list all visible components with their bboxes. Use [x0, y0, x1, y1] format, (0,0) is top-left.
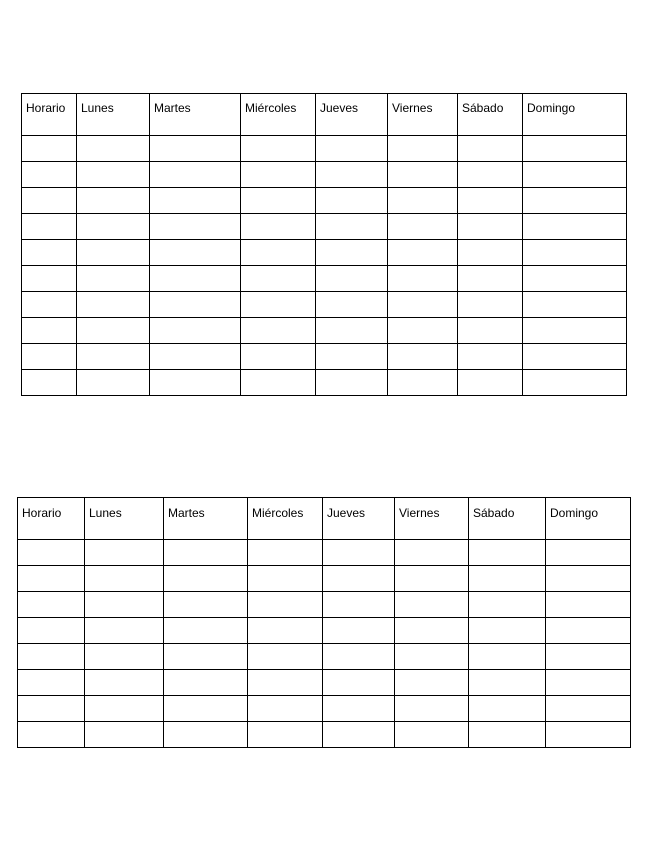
header-cell [388, 94, 458, 136]
table-cell [323, 618, 395, 644]
table-cell [323, 670, 395, 696]
table-cell [388, 214, 458, 240]
table-cell [523, 292, 627, 318]
table-row [18, 722, 631, 748]
header-label-sabado: Sábado [473, 506, 515, 520]
table-row [18, 618, 631, 644]
table-cell [316, 318, 388, 344]
header-cell [469, 498, 546, 540]
table-cell [248, 722, 323, 748]
header-cell [241, 94, 316, 136]
table-cell [523, 188, 627, 214]
table-cell [323, 722, 395, 748]
table-cell [395, 644, 469, 670]
table-cell [150, 370, 241, 396]
header-cell [523, 94, 627, 136]
table-cell [85, 566, 164, 592]
table-cell [248, 566, 323, 592]
table-header-row [22, 94, 627, 136]
table-cell [77, 188, 150, 214]
table-cell [150, 214, 241, 240]
table-cell [241, 214, 316, 240]
table-cell [458, 344, 523, 370]
table-cell [316, 162, 388, 188]
table-cell [248, 540, 323, 566]
table-cell [22, 266, 77, 292]
table-cell [85, 592, 164, 618]
table-body [18, 540, 631, 748]
table-cell [77, 136, 150, 162]
header-cell [18, 498, 85, 540]
table-cell [22, 214, 77, 240]
table-cell [241, 188, 316, 214]
table-cell [546, 592, 631, 618]
table-cell [323, 592, 395, 618]
table-cell [523, 344, 627, 370]
table-row [22, 162, 627, 188]
table-row [22, 370, 627, 396]
table-cell [150, 162, 241, 188]
table-cell [523, 370, 627, 396]
table-cell [22, 240, 77, 266]
table-cell [241, 344, 316, 370]
table-row [22, 318, 627, 344]
table-cell [523, 240, 627, 266]
header-cell [458, 94, 523, 136]
header-label-lunes: Lunes [89, 506, 122, 520]
table-cell [546, 722, 631, 748]
header-label-jueves: Jueves [320, 101, 359, 115]
table-cell [85, 540, 164, 566]
table-cell [18, 670, 85, 696]
table-cell [22, 292, 77, 318]
table-cell [241, 162, 316, 188]
table-row [18, 644, 631, 670]
header-cell [546, 498, 631, 540]
table-cell [395, 592, 469, 618]
header-label-viernes: Viernes [399, 506, 440, 520]
table-cell [388, 370, 458, 396]
table-cell [77, 240, 150, 266]
table-cell [18, 592, 85, 618]
table-cell [523, 136, 627, 162]
table-row [18, 696, 631, 722]
table-cell [18, 696, 85, 722]
table-cell [77, 214, 150, 240]
table-cell [458, 188, 523, 214]
table-cell [18, 644, 85, 670]
table-cell [316, 188, 388, 214]
table-row [22, 188, 627, 214]
table-cell [316, 240, 388, 266]
header-label-domingo: Domingo [550, 506, 599, 520]
table-cell [523, 318, 627, 344]
header-cell [85, 498, 164, 540]
header-cell [150, 94, 241, 136]
table-cell [469, 696, 546, 722]
table-cell [458, 136, 523, 162]
table-cell [523, 266, 627, 292]
table-cell [248, 592, 323, 618]
table-cell [150, 344, 241, 370]
table-cell [458, 370, 523, 396]
table-cell [164, 644, 248, 670]
table-cell [323, 644, 395, 670]
table-cell [150, 266, 241, 292]
table-cell [18, 722, 85, 748]
table-row [22, 292, 627, 318]
table-cell [248, 670, 323, 696]
table-cell [22, 188, 77, 214]
header-label-lunes: Lunes [81, 101, 114, 115]
table-cell [85, 618, 164, 644]
table-cell [22, 344, 77, 370]
table-cell [164, 722, 248, 748]
table-cell [85, 696, 164, 722]
table-cell [248, 618, 323, 644]
table-cell [546, 566, 631, 592]
table-cell [388, 344, 458, 370]
table-row [22, 266, 627, 292]
header-cell [323, 498, 395, 540]
table-cell [388, 318, 458, 344]
table-cell [469, 566, 546, 592]
table-cell [469, 540, 546, 566]
header-cell [248, 498, 323, 540]
table-cell [316, 266, 388, 292]
table-cell [18, 540, 85, 566]
table-cell [77, 370, 150, 396]
table-cell [18, 566, 85, 592]
table-cell [523, 214, 627, 240]
table-cell [388, 266, 458, 292]
table-row [18, 566, 631, 592]
table-cell [150, 318, 241, 344]
table-cell [395, 670, 469, 696]
header-label-martes: Martes [168, 506, 205, 520]
table-cell [546, 644, 631, 670]
table-cell [164, 566, 248, 592]
table-cell [395, 566, 469, 592]
table-cell [388, 292, 458, 318]
table-cell [164, 592, 248, 618]
table-row [18, 540, 631, 566]
table-cell [164, 618, 248, 644]
table-cell [469, 722, 546, 748]
table-cell [150, 240, 241, 266]
table-cell [77, 292, 150, 318]
table-cell [323, 540, 395, 566]
table-row [18, 670, 631, 696]
table-cell [77, 162, 150, 188]
header-label-viernes: Viernes [392, 101, 433, 115]
table-cell [458, 266, 523, 292]
table-cell [241, 292, 316, 318]
table-cell [323, 696, 395, 722]
header-label-jueves: Jueves [327, 506, 366, 520]
table-cell [469, 592, 546, 618]
table-cell [546, 618, 631, 644]
table-cell [241, 240, 316, 266]
table-cell [150, 292, 241, 318]
table-cell [469, 644, 546, 670]
table-cell [22, 162, 77, 188]
table-cell [164, 670, 248, 696]
table-cell [469, 670, 546, 696]
table-cell [241, 318, 316, 344]
table-cell [77, 344, 150, 370]
header-label-domingo: Domingo [527, 101, 576, 115]
table-cell [469, 618, 546, 644]
table-cell [85, 670, 164, 696]
table-row [18, 592, 631, 618]
table-cell [388, 188, 458, 214]
header-label-miercoles: Miércoles [245, 101, 297, 115]
table-cell [458, 214, 523, 240]
table-cell [395, 722, 469, 748]
header-cell [77, 94, 150, 136]
table-cell [241, 136, 316, 162]
table-cell [523, 162, 627, 188]
header-cell [22, 94, 77, 136]
table-row [22, 344, 627, 370]
table-cell [388, 136, 458, 162]
table-cell [164, 696, 248, 722]
table-cell [248, 644, 323, 670]
table-cell [316, 344, 388, 370]
table-cell [458, 162, 523, 188]
header-label-horario: Horario [22, 506, 62, 520]
table-header-row [18, 498, 631, 540]
header-label-miercoles: Miércoles [252, 506, 304, 520]
table-cell [77, 318, 150, 344]
table-body [22, 136, 627, 396]
table-cell [395, 696, 469, 722]
table-cell [546, 540, 631, 566]
schedule-table-2 [17, 497, 631, 748]
header-label-horario: Horario [26, 101, 66, 115]
table-cell [458, 318, 523, 344]
header-label-sabado: Sábado [462, 101, 504, 115]
header-label-martes: Martes [154, 101, 191, 115]
table-cell [458, 240, 523, 266]
table-cell [316, 136, 388, 162]
table-cell [85, 644, 164, 670]
table-cell [248, 696, 323, 722]
table-cell [150, 188, 241, 214]
table-cell [22, 136, 77, 162]
table-cell [241, 266, 316, 292]
table-cell [458, 292, 523, 318]
table-cell [395, 618, 469, 644]
table-cell [546, 696, 631, 722]
header-cell [164, 498, 248, 540]
table-cell [546, 670, 631, 696]
table-cell [316, 214, 388, 240]
table-cell [395, 540, 469, 566]
table-cell [316, 370, 388, 396]
table-cell [18, 618, 85, 644]
header-cell [395, 498, 469, 540]
table-cell [388, 162, 458, 188]
table-cell [323, 566, 395, 592]
header-cell [316, 94, 388, 136]
table-cell [316, 292, 388, 318]
table-cell [22, 370, 77, 396]
table-row [22, 214, 627, 240]
table-row [22, 240, 627, 266]
table-cell [85, 722, 164, 748]
table-cell [164, 540, 248, 566]
table-cell [150, 136, 241, 162]
table-cell [241, 370, 316, 396]
table-cell [388, 240, 458, 266]
table-cell [77, 266, 150, 292]
table-row [22, 136, 627, 162]
schedule-table-1 [21, 93, 627, 396]
table-cell [22, 318, 77, 344]
